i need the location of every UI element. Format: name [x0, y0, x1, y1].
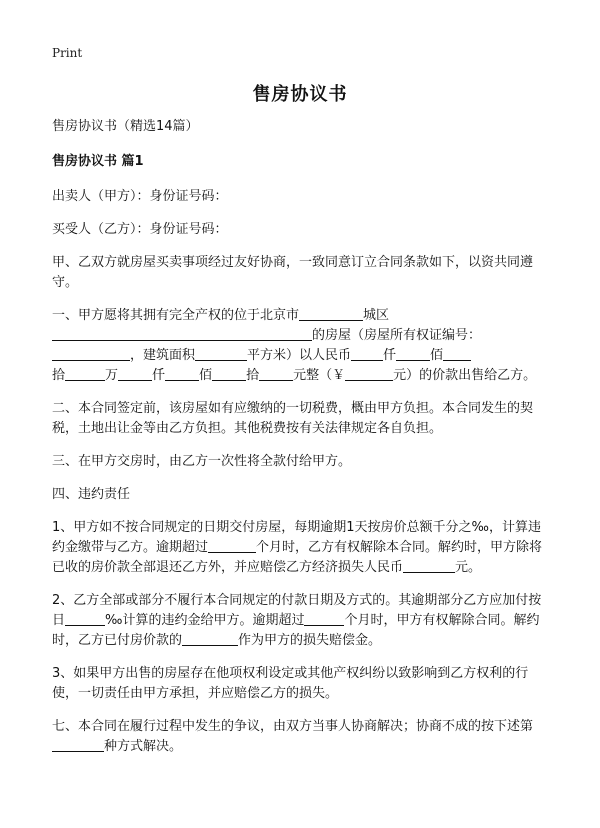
buyer-line: 买受人（乙方）：身份证号码：	[52, 222, 228, 237]
clause-3: 三、在甲方交房时，由乙方一次性将全款付给甲方。	[52, 454, 352, 469]
section-heading: 售房协议书 篇1	[52, 154, 144, 169]
clause-7: 七、本合同在履行过程中发生的争议，由双方当事人协商解决；协商不成的按下述第种方式解决。	[52, 719, 534, 754]
clause-2: 二、本合同签定前，该房屋如有应缴纳的一切税费，概由甲方负担。本合同发生的契税，土地出让金等由乙方负担。其他税费按有关法律规定各自负担。	[52, 401, 534, 436]
print-label: Print	[52, 46, 83, 60]
blank-certificate	[52, 346, 130, 361]
clause-4-title: 四、违约责任	[52, 487, 131, 502]
blank-daily-rate	[65, 611, 105, 626]
blank-address	[52, 326, 312, 341]
document-subtitle: 售房协议书（精选14篇）	[52, 119, 199, 134]
blank-compensation	[403, 558, 455, 573]
clause-4-2: 2、乙方全部或部分不履行本合同规定的付款日期及方式的。其逾期部分乙方应加付按日 ‰计算的违约金给甲方。逾期超过 个月时，甲方有权解除合同。解约时，乙方已付房价款的 作为甲方的损失赔偿金。	[52, 593, 542, 648]
seller-line: 出卖人（甲方）：身份证号码：	[52, 189, 228, 204]
blank-price	[345, 366, 393, 381]
clause-4-3: 3、如果甲方出售的房屋存在他项权利设定或其他产权纠纷以致影响到乙方权利的行使，一切责任由甲方承担，并应赔偿乙方的损失。	[52, 666, 529, 701]
intro-paragraph: 甲、乙双方就房屋买卖事项经过友好协商，一致同意订立合同条款如下，以资共同遵守。	[52, 255, 534, 290]
document-title: 售房协议书	[252, 84, 348, 105]
blank-amount	[351, 346, 383, 361]
blank-months	[208, 538, 256, 553]
blank-overdue-months	[304, 611, 344, 626]
clause-1: 一、甲方愿将其拥有完全产权的位于北京市 城区 的房屋（房屋所有权证编号： ，建筑面积 平方米）以人民币 仟 佰 拾 万 仟 佰 拾 元整（￥ 元）的价款出售给乙方。	[52, 308, 537, 383]
blank-method	[52, 737, 104, 752]
blank-district	[299, 306, 363, 321]
blank-percentage	[182, 631, 238, 646]
blank-area	[195, 346, 247, 361]
document-body	[52, 117, 548, 770]
clause-4-1: 1、甲方如不按合同规定的日期交付房屋，每期逾期1天按房价总额千分之‰，计算违约金缴带与乙方。逾期超过 个月时，乙方有权解除本合同。解约时，甲方除将已收的房价款全部退还乙方外，并应赔偿乙方经济损失人民币 元。	[52, 520, 543, 575]
